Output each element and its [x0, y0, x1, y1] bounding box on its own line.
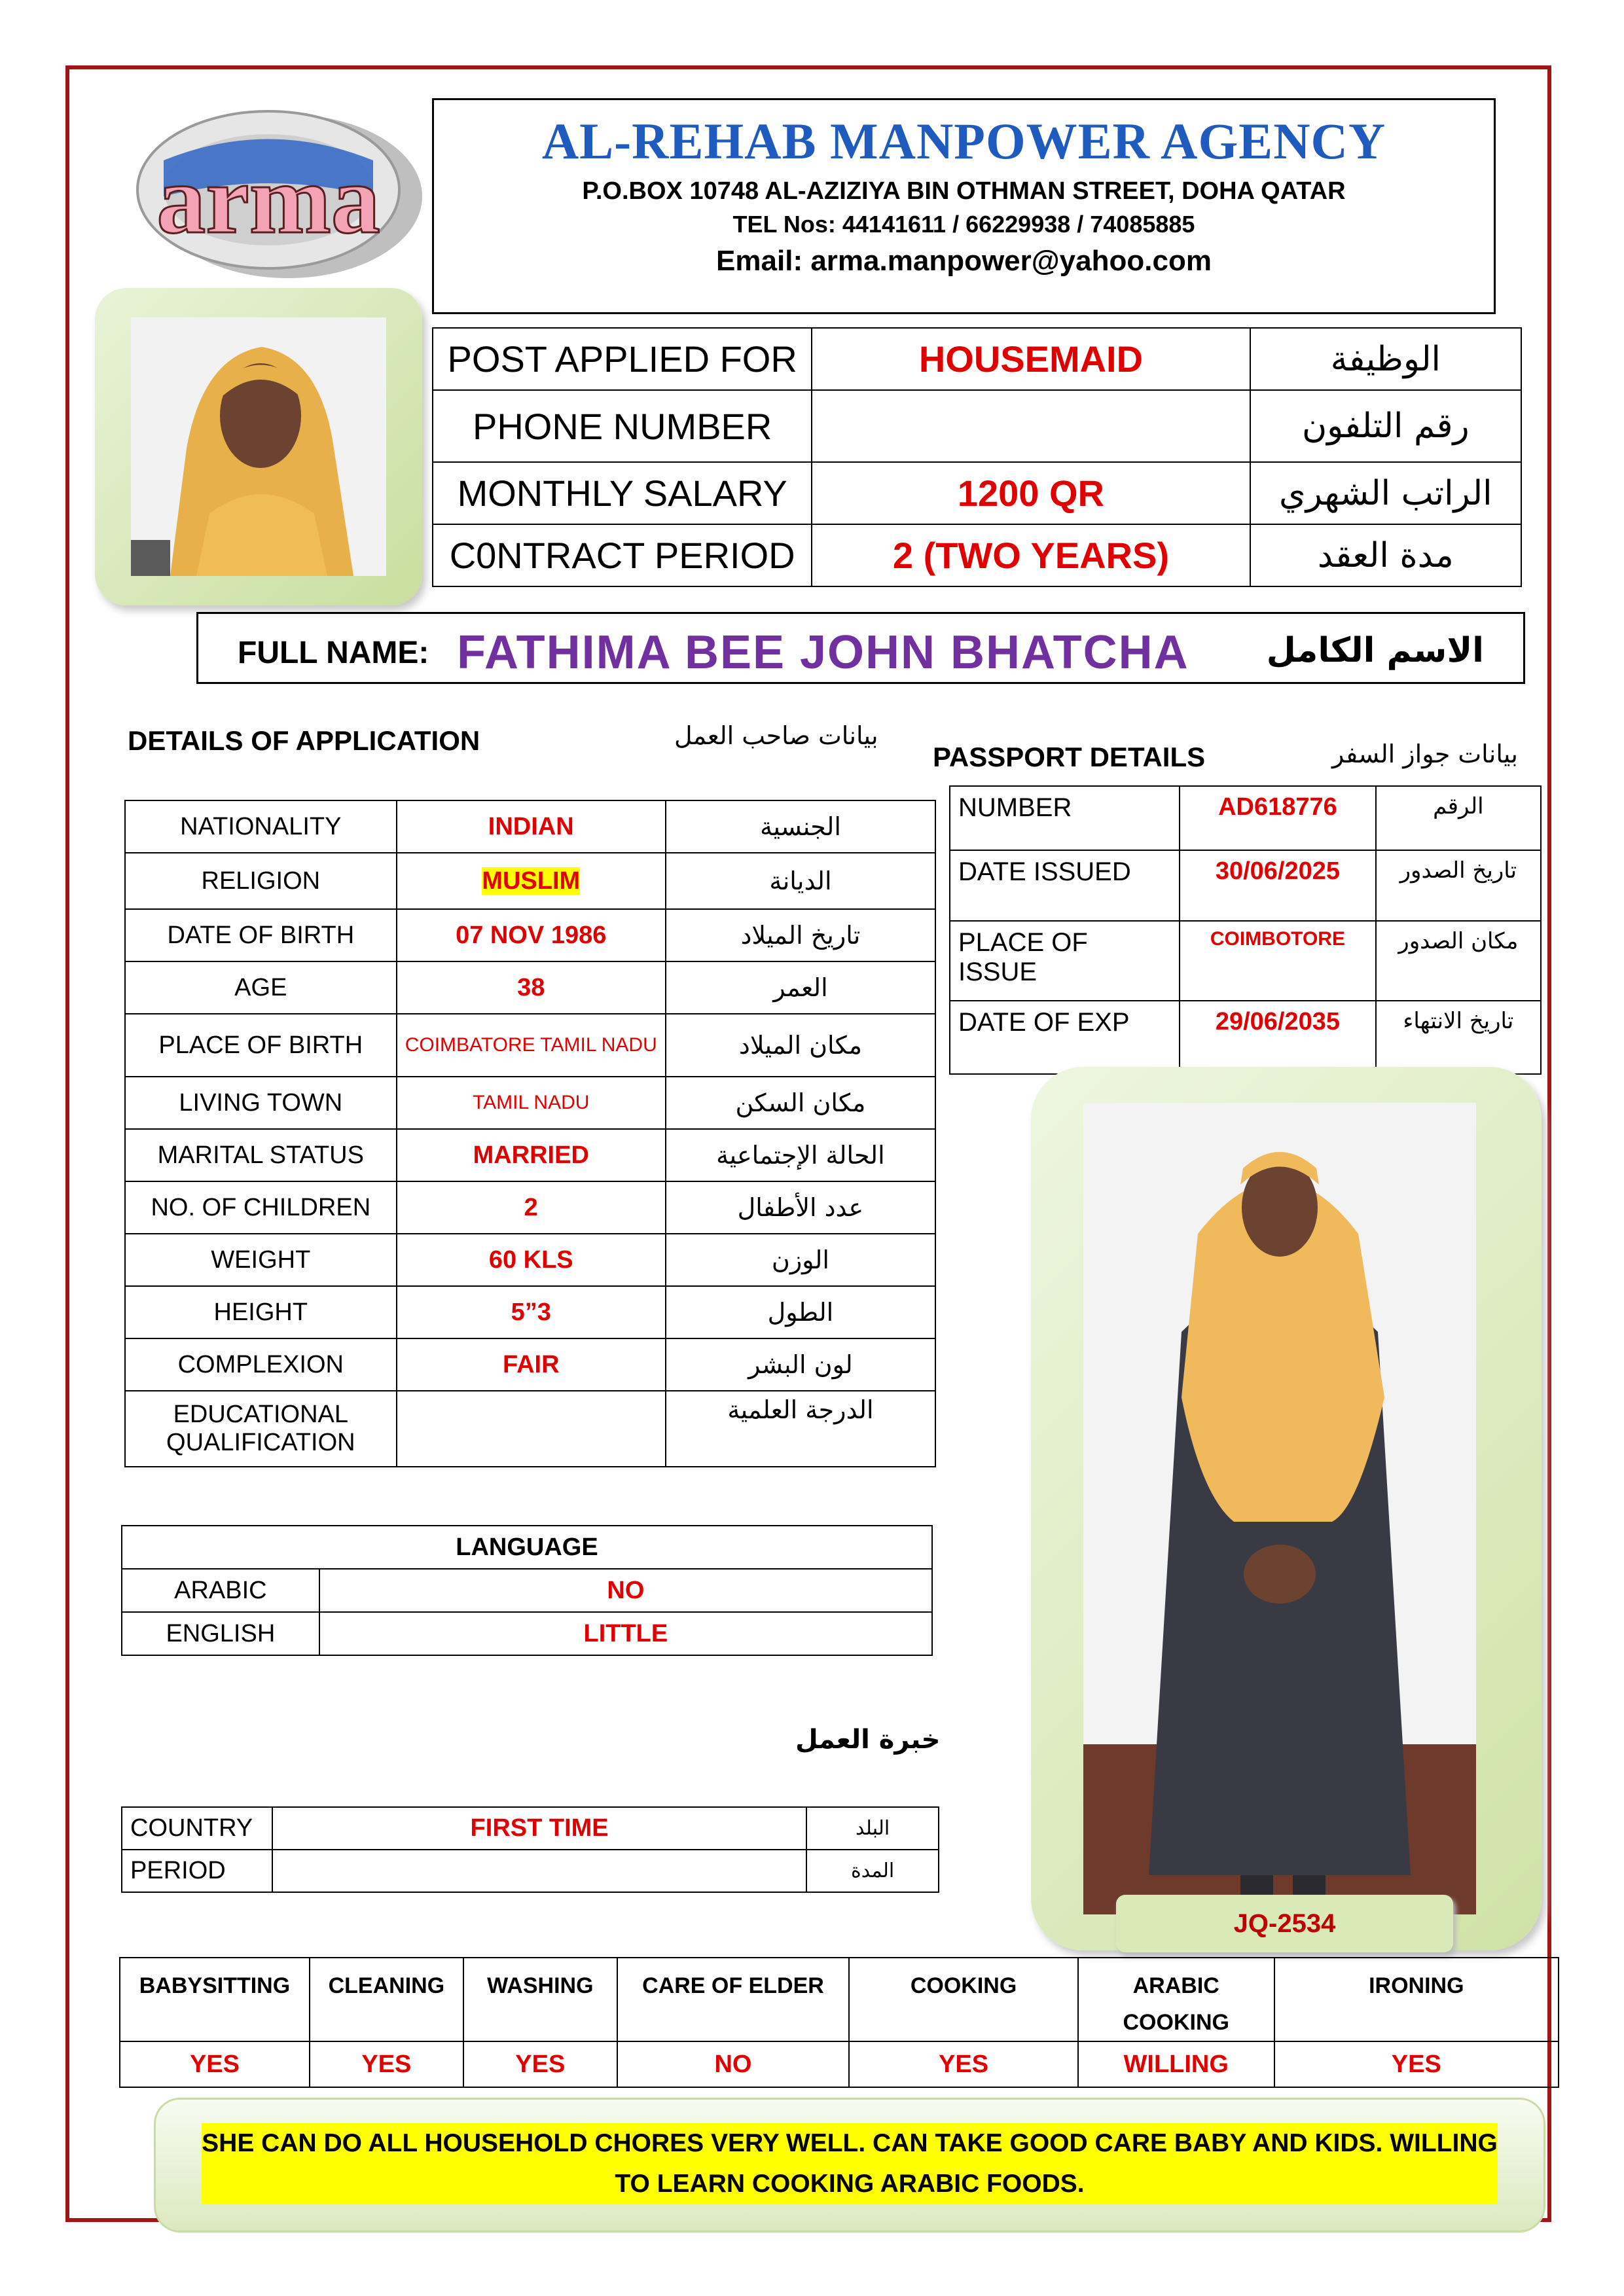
english-label: ENGLISH: [122, 1612, 319, 1655]
education-value: [397, 1391, 666, 1467]
living-town-label-ar: مكان السكن: [666, 1077, 935, 1129]
complexion-value: FAIR: [397, 1338, 666, 1391]
remark-text: SHE CAN DO ALL HOUSEHOLD CHORES VERY WELL. CAN TAKE GOOD CARE BABY AND KIDS. WILLING TO LEARN COOKING ARABIC FOODS.: [202, 2123, 1498, 2204]
table-row: [950, 786, 1541, 850]
marital-status-label: MARITAL STATUS: [125, 1129, 397, 1181]
height-label-ar: الطول: [666, 1286, 935, 1338]
experience-title-ar: خبرة العمل: [795, 1725, 941, 1755]
table-row: [125, 853, 935, 909]
age-value: 38: [397, 961, 666, 1014]
table-row: [125, 1129, 935, 1181]
skill-washing-label: WASHING: [463, 1958, 617, 2041]
applicant-full-photo-frame: [1031, 1067, 1542, 1950]
passport-number-label-ar: الرقم: [1376, 786, 1541, 850]
details-title: DETAILS OF APPLICATION: [128, 725, 480, 756]
skill-ironing-value: YES: [1274, 2041, 1559, 2087]
country-value: FIRST TIME: [272, 1807, 806, 1850]
english-value: LITTLE: [319, 1612, 932, 1655]
table-row: [122, 1612, 932, 1655]
agency-email: Email: arma.manpower@yahoo.com: [716, 245, 1212, 277]
place-of-issue-label-ar: مكان الصدور: [1376, 921, 1541, 1001]
table-row: [433, 390, 1521, 462]
table-row: [125, 909, 935, 961]
place-of-birth-label: PLACE OF BIRTH: [125, 1014, 397, 1077]
date-issued-label-ar: تاريخ الصدور: [1376, 850, 1541, 921]
table-row: [125, 800, 935, 853]
country-label-ar: البلد: [806, 1807, 939, 1850]
full-name-label-ar: الاسم الكامل: [1266, 631, 1484, 670]
children-label: NO. OF CHILDREN: [125, 1181, 397, 1234]
details-title-ar: بيانات صاحب العمل: [674, 721, 878, 750]
period-label-ar: المدة: [806, 1850, 939, 1892]
skill-babysitting-label: BABYSITTING: [120, 1958, 310, 2041]
education-label-ar: الدرجة العلمية: [666, 1391, 935, 1467]
children-value: 2: [397, 1181, 666, 1234]
passport-details-table: [949, 785, 1542, 1075]
skill-elder-care-value: NO: [617, 2041, 850, 2087]
nationality-label-ar: الجنسية: [666, 800, 935, 853]
skill-cooking-label: COOKING: [849, 1958, 1078, 2041]
table-row: [433, 462, 1521, 524]
table-row: [122, 1850, 939, 1892]
experience-table: [121, 1806, 939, 1893]
table-row: [125, 1286, 935, 1338]
date-issued-value: 30/06/2025: [1180, 850, 1376, 921]
table-row: [125, 1338, 935, 1391]
full-name-box: [196, 612, 1525, 684]
full-name-label: FULL NAME:: [238, 636, 429, 670]
passport-title: PASSPORT DETAILS: [933, 742, 1206, 772]
period-value: [272, 1850, 806, 1892]
nationality-value: INDIAN: [397, 800, 666, 853]
age-label-ar: العمر: [666, 961, 935, 1014]
skill-cooking-value: YES: [849, 2041, 1078, 2087]
place-of-issue-label: PLACE OF ISSUE: [950, 921, 1180, 1001]
religion-label: RELIGION: [125, 853, 397, 909]
skill-elder-care-label: CARE OF ELDER: [617, 1958, 850, 2041]
table-row: [125, 1234, 935, 1286]
table-row: [125, 961, 935, 1014]
age-label: AGE: [125, 961, 397, 1014]
arabic-label: ARABIC: [122, 1569, 319, 1612]
education-label: EDUCATIONAL QUALIFICATION: [125, 1391, 397, 1467]
passport-number-label: NUMBER: [950, 786, 1180, 850]
height-label: HEIGHT: [125, 1286, 397, 1338]
post-value: HOUSEMAID: [812, 328, 1250, 390]
place-of-issue-value: COIMBOTORE: [1180, 921, 1376, 1001]
table-row: [433, 524, 1521, 586]
language-table: [121, 1525, 933, 1656]
salary-label: MONTHLY SALARY: [433, 462, 812, 524]
table-row: [122, 1526, 932, 1569]
complexion-label: COMPLEXION: [125, 1338, 397, 1391]
height-value: 5”3: [397, 1286, 666, 1338]
agency-header: [432, 98, 1496, 314]
table-row: [125, 1014, 935, 1077]
table-row: [125, 1077, 935, 1129]
table-row: [120, 2041, 1559, 2087]
weight-value: 60 KLS: [397, 1234, 666, 1286]
religion-label-ar: الديانة: [666, 853, 935, 909]
skill-cleaning-label: CLEANING: [310, 1958, 463, 2041]
date-issued-label: DATE ISSUED: [950, 850, 1180, 921]
skill-cleaning-value: YES: [310, 2041, 463, 2087]
job-info-table: [432, 327, 1522, 587]
table-row: [950, 1001, 1541, 1074]
passport-title-ar: بيانات جواز السفر: [1332, 740, 1518, 768]
phone-label-ar: رقم التلفون: [1250, 390, 1521, 462]
application-details-table: [124, 800, 936, 1467]
language-title: LANGUAGE: [122, 1526, 932, 1569]
agency-name: AL-REHAB MANPOWER AGENCY: [541, 113, 1386, 170]
living-town-value: TAMIL NADU: [397, 1077, 666, 1129]
table-row: [125, 1391, 935, 1467]
nationality-label: NATIONALITY: [125, 800, 397, 853]
table-row: [122, 1569, 932, 1612]
applicant-code: JQ-2534: [1116, 1895, 1453, 1952]
weight-label-ar: الوزن: [666, 1234, 935, 1286]
religion-value: MUSLIM: [482, 867, 581, 895]
date-exp-label: DATE OF EXP: [950, 1001, 1180, 1074]
table-row: [120, 1958, 1559, 2041]
place-of-birth-label-ar: مكان الميلاد: [666, 1014, 935, 1077]
applicant-portrait-photo: [131, 317, 386, 576]
complexion-label-ar: لون البشر: [666, 1338, 935, 1391]
table-row: [950, 921, 1541, 1001]
post-label: POST APPLIED FOR: [433, 328, 812, 390]
dob-label-ar: تاريخ الميلاد: [666, 909, 935, 961]
skill-ironing-label: IRONING: [1274, 1958, 1559, 2041]
salary-value: 1200 QR: [812, 462, 1250, 524]
skill-washing-value: YES: [463, 2041, 617, 2087]
table-row: [125, 1181, 935, 1234]
children-label-ar: عدد الأطفال: [666, 1181, 935, 1234]
table-row: [950, 850, 1541, 921]
skills-table: [119, 1957, 1559, 2088]
weight-label: WEIGHT: [125, 1234, 397, 1286]
date-exp-value: 29/06/2035: [1180, 1001, 1376, 1074]
table-row: [433, 328, 1521, 390]
contract-label: C0NTRACT PERIOD: [433, 524, 812, 586]
remark-box: [154, 2098, 1545, 2233]
logo-text: arma: [156, 145, 380, 254]
skill-babysitting-value: YES: [120, 2041, 310, 2087]
passport-number-value: AD618776: [1180, 786, 1376, 850]
living-town-label: LIVING TOWN: [125, 1077, 397, 1129]
applicant-photo-frame: [95, 288, 422, 605]
country-label: COUNTRY: [122, 1807, 272, 1850]
phone-value: [812, 390, 1250, 462]
dob-label: DATE OF BIRTH: [125, 909, 397, 961]
place-of-birth-value: COIMBATORE TAMIL NADU: [397, 1014, 666, 1077]
arabic-value: NO: [319, 1569, 932, 1612]
period-label: PERIOD: [122, 1850, 272, 1892]
phone-label: PHONE NUMBER: [433, 390, 812, 462]
table-row: [122, 1807, 939, 1850]
agency-phone: TEL Nos: 44141611 / 66229938 / 74085885: [732, 211, 1195, 238]
marital-status-label-ar: الحالة الإجتماعية: [666, 1129, 935, 1181]
contract-value: 2 (TWO YEARS): [812, 524, 1250, 586]
dob-value: 07 NOV 1986: [397, 909, 666, 961]
applicant-full-body-photo: [1083, 1103, 1476, 1914]
marital-status-value: MARRIED: [397, 1129, 666, 1181]
date-exp-label-ar: تاريخ الانتهاء: [1376, 1001, 1541, 1074]
salary-label-ar: الراتب الشهري: [1250, 462, 1521, 524]
skill-arabic-cooking-value: WILLING: [1078, 2041, 1274, 2087]
contract-label-ar: مدة العقد: [1250, 524, 1521, 586]
skill-arabic-cooking-label: ARABIC COOKING: [1078, 1958, 1274, 2041]
agency-logo: [118, 98, 425, 281]
full-name-value: FATHIMA BEE JOHN BHATCHA: [457, 626, 1189, 679]
post-label-ar: الوظيفة: [1250, 328, 1521, 390]
agency-address: P.O.BOX 10748 AL-AZIZIYA BIN OTHMAN STREET, DOHA QATAR: [582, 177, 1346, 205]
